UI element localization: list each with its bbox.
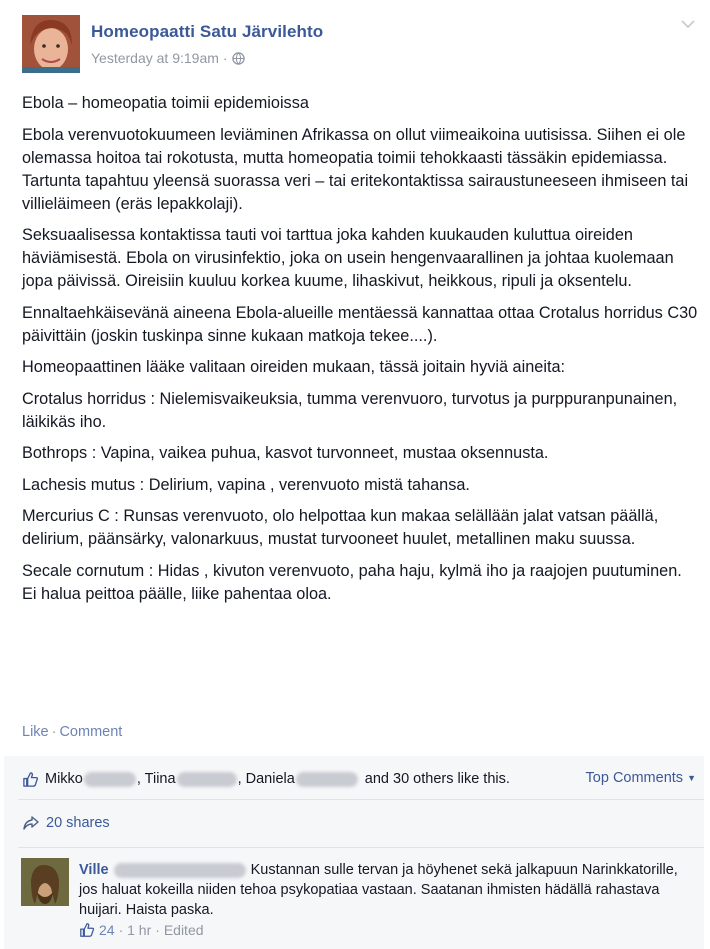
author-avatar[interactable]	[22, 15, 80, 73]
commenter-name[interactable]: Ville	[79, 862, 109, 878]
post-paragraph: Bothrops : Vapina, vaikea puhua, kasvot turvonneet, mustaa oksennusta.	[22, 444, 549, 462]
top-comments-selector[interactable]	[586, 770, 696, 786]
likes-suffix[interactable]: and 30 others like this.	[364, 771, 510, 787]
like-thumb-icon[interactable]	[79, 922, 95, 938]
globe-icon[interactable]	[232, 52, 245, 65]
redacted-name	[114, 863, 246, 878]
post-paragraph: Seksuaalisessa kontaktissa tauti voi tarttua joka kahden kuukauden kuluttua oireiden häviämisestä. Ebola on virusinfektio, joka on usein hengenvaarallinen ja johtaa kuolemaan jopa päivissä. Oireisiin kuuluu korkea kuume, lihaskivut, heikkous, ripuli ja oksentelu.	[22, 226, 674, 290]
caret-down-icon: ▼	[687, 773, 696, 784]
comment-link[interactable]: Comment	[59, 724, 123, 740]
redacted-name	[84, 772, 136, 787]
liker-name[interactable]: , Daniela	[237, 771, 295, 787]
post-paragraph: Mercurius C : Runsas verenvuoto, olo helpottaa kun makaa selällään jalat vatsan päällä, delirium, päänsärky, valonarkuus, mustat turvooneet huulet, metallinen maku suussa.	[22, 507, 659, 548]
liker-name[interactable]: , Tiina	[136, 771, 176, 787]
post-paragraph: Lachesis mutus : Delirium, vapina , verenvuoto mistä tahansa.	[22, 475, 470, 494]
redacted-name	[177, 772, 237, 787]
redacted-name	[296, 772, 358, 787]
post-body	[22, 92, 698, 614]
author-name[interactable]: Homeopaatti Satu Järvilehto	[91, 22, 324, 41]
shares-count: 20 shares	[46, 815, 110, 831]
action-separator: ·	[51, 724, 57, 740]
post-actions	[22, 724, 122, 740]
chevron-down-icon[interactable]	[680, 18, 696, 30]
post-title: Ebola – homeopatia toimii epidemioissa	[22, 94, 309, 112]
liker-name[interactable]: Mikko	[45, 771, 83, 787]
feedback-section	[4, 756, 704, 949]
comment-text: Kustannan sulle tervan ja höyhenet sekä jalkapuun Narinkkatorille, jos haluat kokeilla niiden tehoa psykopatiaa vastaan. Saatanan ihmisten hädällä rahastava huijari. Haista paska.	[79, 862, 678, 918]
commenter-avatar[interactable]	[21, 858, 69, 906]
post-meta	[91, 50, 245, 66]
post-paragraph: Homeopaattinen lääke valitaan oireiden mukaan, tässä joitain hyviä aineita:	[22, 358, 566, 376]
share-icon	[22, 815, 40, 831]
comment	[79, 860, 699, 920]
like-link[interactable]: Like	[22, 724, 49, 740]
divider	[18, 799, 704, 800]
comment-meta	[79, 922, 204, 938]
post-timestamp[interactable]: Yesterday at 9:19am	[91, 50, 219, 66]
meta-separator: ·	[222, 50, 228, 66]
divider	[18, 847, 704, 848]
like-thumb-icon	[22, 771, 39, 788]
comment-like-count[interactable]: 24	[99, 922, 115, 938]
post-paragraph: Ebola verenvuotokuumeen leviäminen Afrikassa on ollut viimeaikoina uutisissa. Siihen ei ole olemassa hoitoa tai rokotusta, mutta homeopatia toimii tehokkaasti tässäkin epidemiassa. Tartunta tapahtuu yleensä suorassa veri – tai eritekontaktissa sairaustuneeseen ihmiseen tai villieläimeen (eräs lepakkolaji).	[22, 125, 689, 213]
post-paragraph: Ennaltaehkäisevänä aineena Ebola-alueille mentäessä kannattaa ottaa Crotalus horridus C30 päivittäin (joskin tuskinpa sinne kukaan matkoja tekee....).	[22, 303, 698, 345]
top-comments-label: Top Comments	[585, 770, 684, 786]
shares-link[interactable]	[22, 815, 110, 831]
comment-edited[interactable]: · Edited	[155, 922, 204, 938]
post-paragraph: Crotalus horridus : Nielemisvaikeuksia, tumma verenvuoro, turvotus ja purppuranpunainen, läikikäs iho.	[22, 389, 678, 431]
post-paragraph: Secale cornutum : Hidas , kivuton verenvuoto, paha haju, kylmä iho ja raajojen puutuminen. Ei halua peittoa päälle, liike pahentaa oloa.	[22, 561, 682, 603]
comment-age[interactable]: · 1 hr	[118, 922, 152, 938]
